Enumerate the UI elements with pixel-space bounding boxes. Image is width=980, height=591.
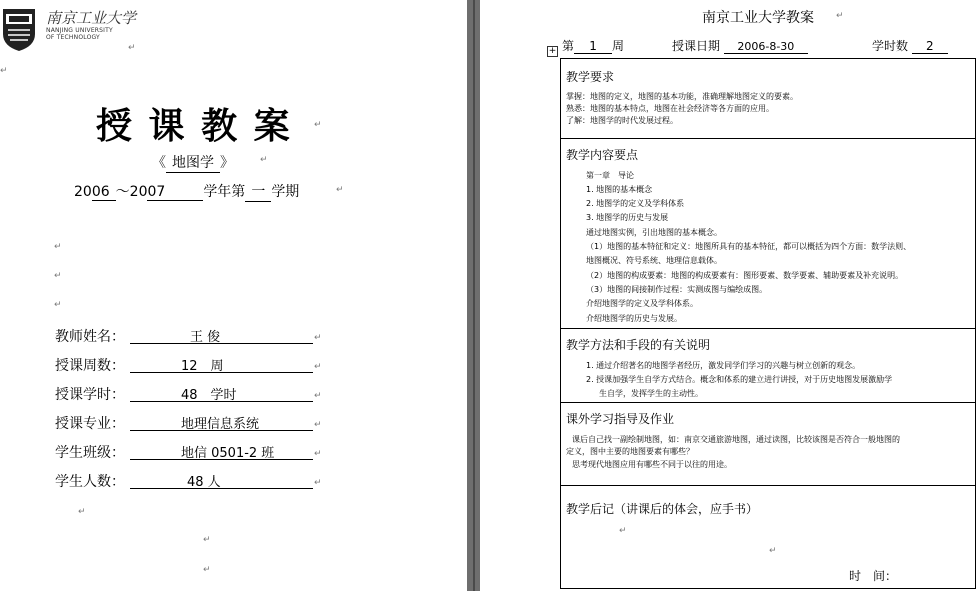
course-line xyxy=(152,152,234,173)
field-value: 48 人 xyxy=(187,475,221,490)
section-content xyxy=(561,139,975,329)
method-line: 1. 通过介绍著名的地图学者经历，激发同学们学习的兴趣与树立创新的观念。 xyxy=(586,361,861,370)
section-methods xyxy=(561,329,975,403)
method-line: 生自学，发挥学生的主动性。 xyxy=(599,389,703,398)
logo-cn-text: 南京工业大学 xyxy=(46,9,137,27)
content-line: 2. 地图学的定义及学科体系 xyxy=(586,199,685,208)
requirement-line: 熟悉：地图的基本特点，地图在社会经济等各方面的应用。 xyxy=(566,104,774,113)
return-mark: ↵ xyxy=(203,535,211,545)
return-mark: ↵ xyxy=(314,420,322,430)
return-mark: ↵ xyxy=(836,11,844,21)
section-title: 教学方法和手段的有关说明 xyxy=(566,338,711,352)
field-label: 授课专业： xyxy=(55,416,125,432)
section-title: 课外学习指导及作业 xyxy=(566,412,675,426)
course-close: 》 xyxy=(220,155,234,171)
university-logo xyxy=(0,6,38,52)
method-line: 2. 授课加强学生自学方式结合。概念和体系的建立进行讲授，对于历史地图发展激励学 xyxy=(586,375,893,384)
content-line: 介绍地图学的历史与发展。 xyxy=(586,314,682,323)
return-mark: ↵ xyxy=(314,120,322,130)
section-requirements xyxy=(561,59,975,139)
field-label: 学生班级： xyxy=(55,445,125,461)
content-line: 通过地图实例，引出地图的基本概念。 xyxy=(586,228,722,237)
homework-line: 课后自己找一副绘制地图，如：南京交通旅游地图，通过读图，比较该图是否符合一般地图的 xyxy=(572,435,900,444)
return-mark: ↵ xyxy=(260,155,268,165)
section-notes xyxy=(561,486,975,588)
meta-line xyxy=(562,37,624,54)
field-label: 教师姓名： xyxy=(55,329,125,345)
week-unit: 周 xyxy=(612,39,625,53)
field-major xyxy=(55,413,325,433)
field-student-count xyxy=(55,471,325,491)
page-separator xyxy=(467,0,480,591)
section-title: 教学要求 xyxy=(566,70,615,84)
content-line: （1）地图的基本特征和定义：地图所具有的基本特征，都可以概括为四个方面：数学法则、 xyxy=(586,242,912,251)
content-line: 介绍地图学的定义及学科体系。 xyxy=(586,299,698,308)
return-mark: ↵ xyxy=(336,185,344,195)
week-label: 第 xyxy=(562,39,575,53)
section-title: 教学后记（讲课后的体会，应手书） xyxy=(566,502,759,516)
date-label: 授课日期 xyxy=(672,39,721,53)
cover-page xyxy=(0,0,467,591)
content-line: （2）地图的构成要素：地图的构成要素有：图形要素、数学要素、辅助要素及补充说明。 xyxy=(586,271,904,280)
return-mark: ↵ xyxy=(314,391,322,401)
requirement-line: 掌握：地图的定义，地图的基本功能，准确理解地图定义的要素。 xyxy=(566,92,798,101)
page-title: 授 课 教 案 xyxy=(96,105,292,147)
hours-value: 2 xyxy=(912,39,948,54)
course-name: 地图学 xyxy=(166,152,220,173)
field-teaching-weeks xyxy=(55,355,325,375)
return-mark: ↵ xyxy=(203,565,211,575)
field-teacher-name xyxy=(55,326,325,346)
academic-year-line xyxy=(74,181,299,202)
course-open: 《 xyxy=(152,155,166,171)
return-mark: ↵ xyxy=(54,242,62,252)
hours-line xyxy=(872,37,948,54)
year-prefix: 20 xyxy=(74,184,92,200)
section-homework xyxy=(561,403,975,486)
field-teaching-hours xyxy=(55,384,325,404)
return-mark: ↵ xyxy=(78,507,86,517)
lesson-plan-page xyxy=(480,0,980,591)
return-mark: ↵ xyxy=(54,300,62,310)
field-value: 12 周 xyxy=(181,359,224,374)
homework-line: 定义，图中主要的地图要素有哪些？ xyxy=(566,447,694,456)
content-line: 3. 地图学的历史与发展 xyxy=(586,213,669,222)
content-line: 地图概况、符号系统、地理信息载体。 xyxy=(586,256,722,265)
term-number: 一 xyxy=(245,181,271,202)
return-mark: ↵ xyxy=(0,66,8,76)
table-move-handle[interactable]: + xyxy=(548,46,557,56)
field-label: 授课学时： xyxy=(55,387,125,403)
year-end: 07 xyxy=(147,184,203,201)
return-mark: ↵ xyxy=(314,333,322,343)
content-line: 1. 地图的基本概念 xyxy=(586,185,653,194)
logo-en-text-2: OF TECHNOLOGY xyxy=(46,34,100,41)
return-mark: ↵ xyxy=(314,449,322,459)
return-mark: ↵ xyxy=(769,546,777,556)
year-start: 06 xyxy=(92,184,116,201)
field-value: 王 俊 xyxy=(190,330,221,345)
field-value: 地理信息系统 xyxy=(181,417,260,432)
section-title: 教学内容要点 xyxy=(566,148,639,162)
requirement-line: 了解：地图学的时代发展过程。 xyxy=(566,116,678,125)
page-header: 南京工业大学教案 xyxy=(702,10,814,26)
date-line xyxy=(672,37,808,54)
return-mark: ↵ xyxy=(128,43,136,53)
lesson-table xyxy=(560,58,976,589)
date-value: 2006-8-30 xyxy=(724,40,808,54)
content-line: 第一章 导论 xyxy=(586,171,634,180)
field-label: 学生人数： xyxy=(55,474,125,490)
return-mark: ↵ xyxy=(619,526,627,536)
hours-label: 学时数 xyxy=(872,39,909,53)
return-mark: ↵ xyxy=(54,271,62,281)
homework-line: 思考现代地图应用有哪些不同于以往的用途。 xyxy=(572,460,732,469)
content-line: （3）地图的间接制作过程：实测成图与编绘成图。 xyxy=(586,285,768,294)
field-class xyxy=(55,442,325,462)
year-term-label: 学年第 xyxy=(203,184,246,200)
field-value: 48 学时 xyxy=(181,388,237,403)
year-mid: ～20 xyxy=(115,184,148,200)
week-value: 1 xyxy=(574,39,612,54)
return-mark: ↵ xyxy=(314,478,322,488)
return-mark: ↵ xyxy=(314,362,322,372)
field-value: 地信 0501-2 班 xyxy=(181,446,275,461)
term-suffix: 学期 xyxy=(271,184,300,200)
logo-en-text-1: NANJING UNIVERSITY xyxy=(46,27,113,34)
time-label: 时 间： xyxy=(849,569,898,583)
field-label: 授课周数： xyxy=(55,358,125,374)
